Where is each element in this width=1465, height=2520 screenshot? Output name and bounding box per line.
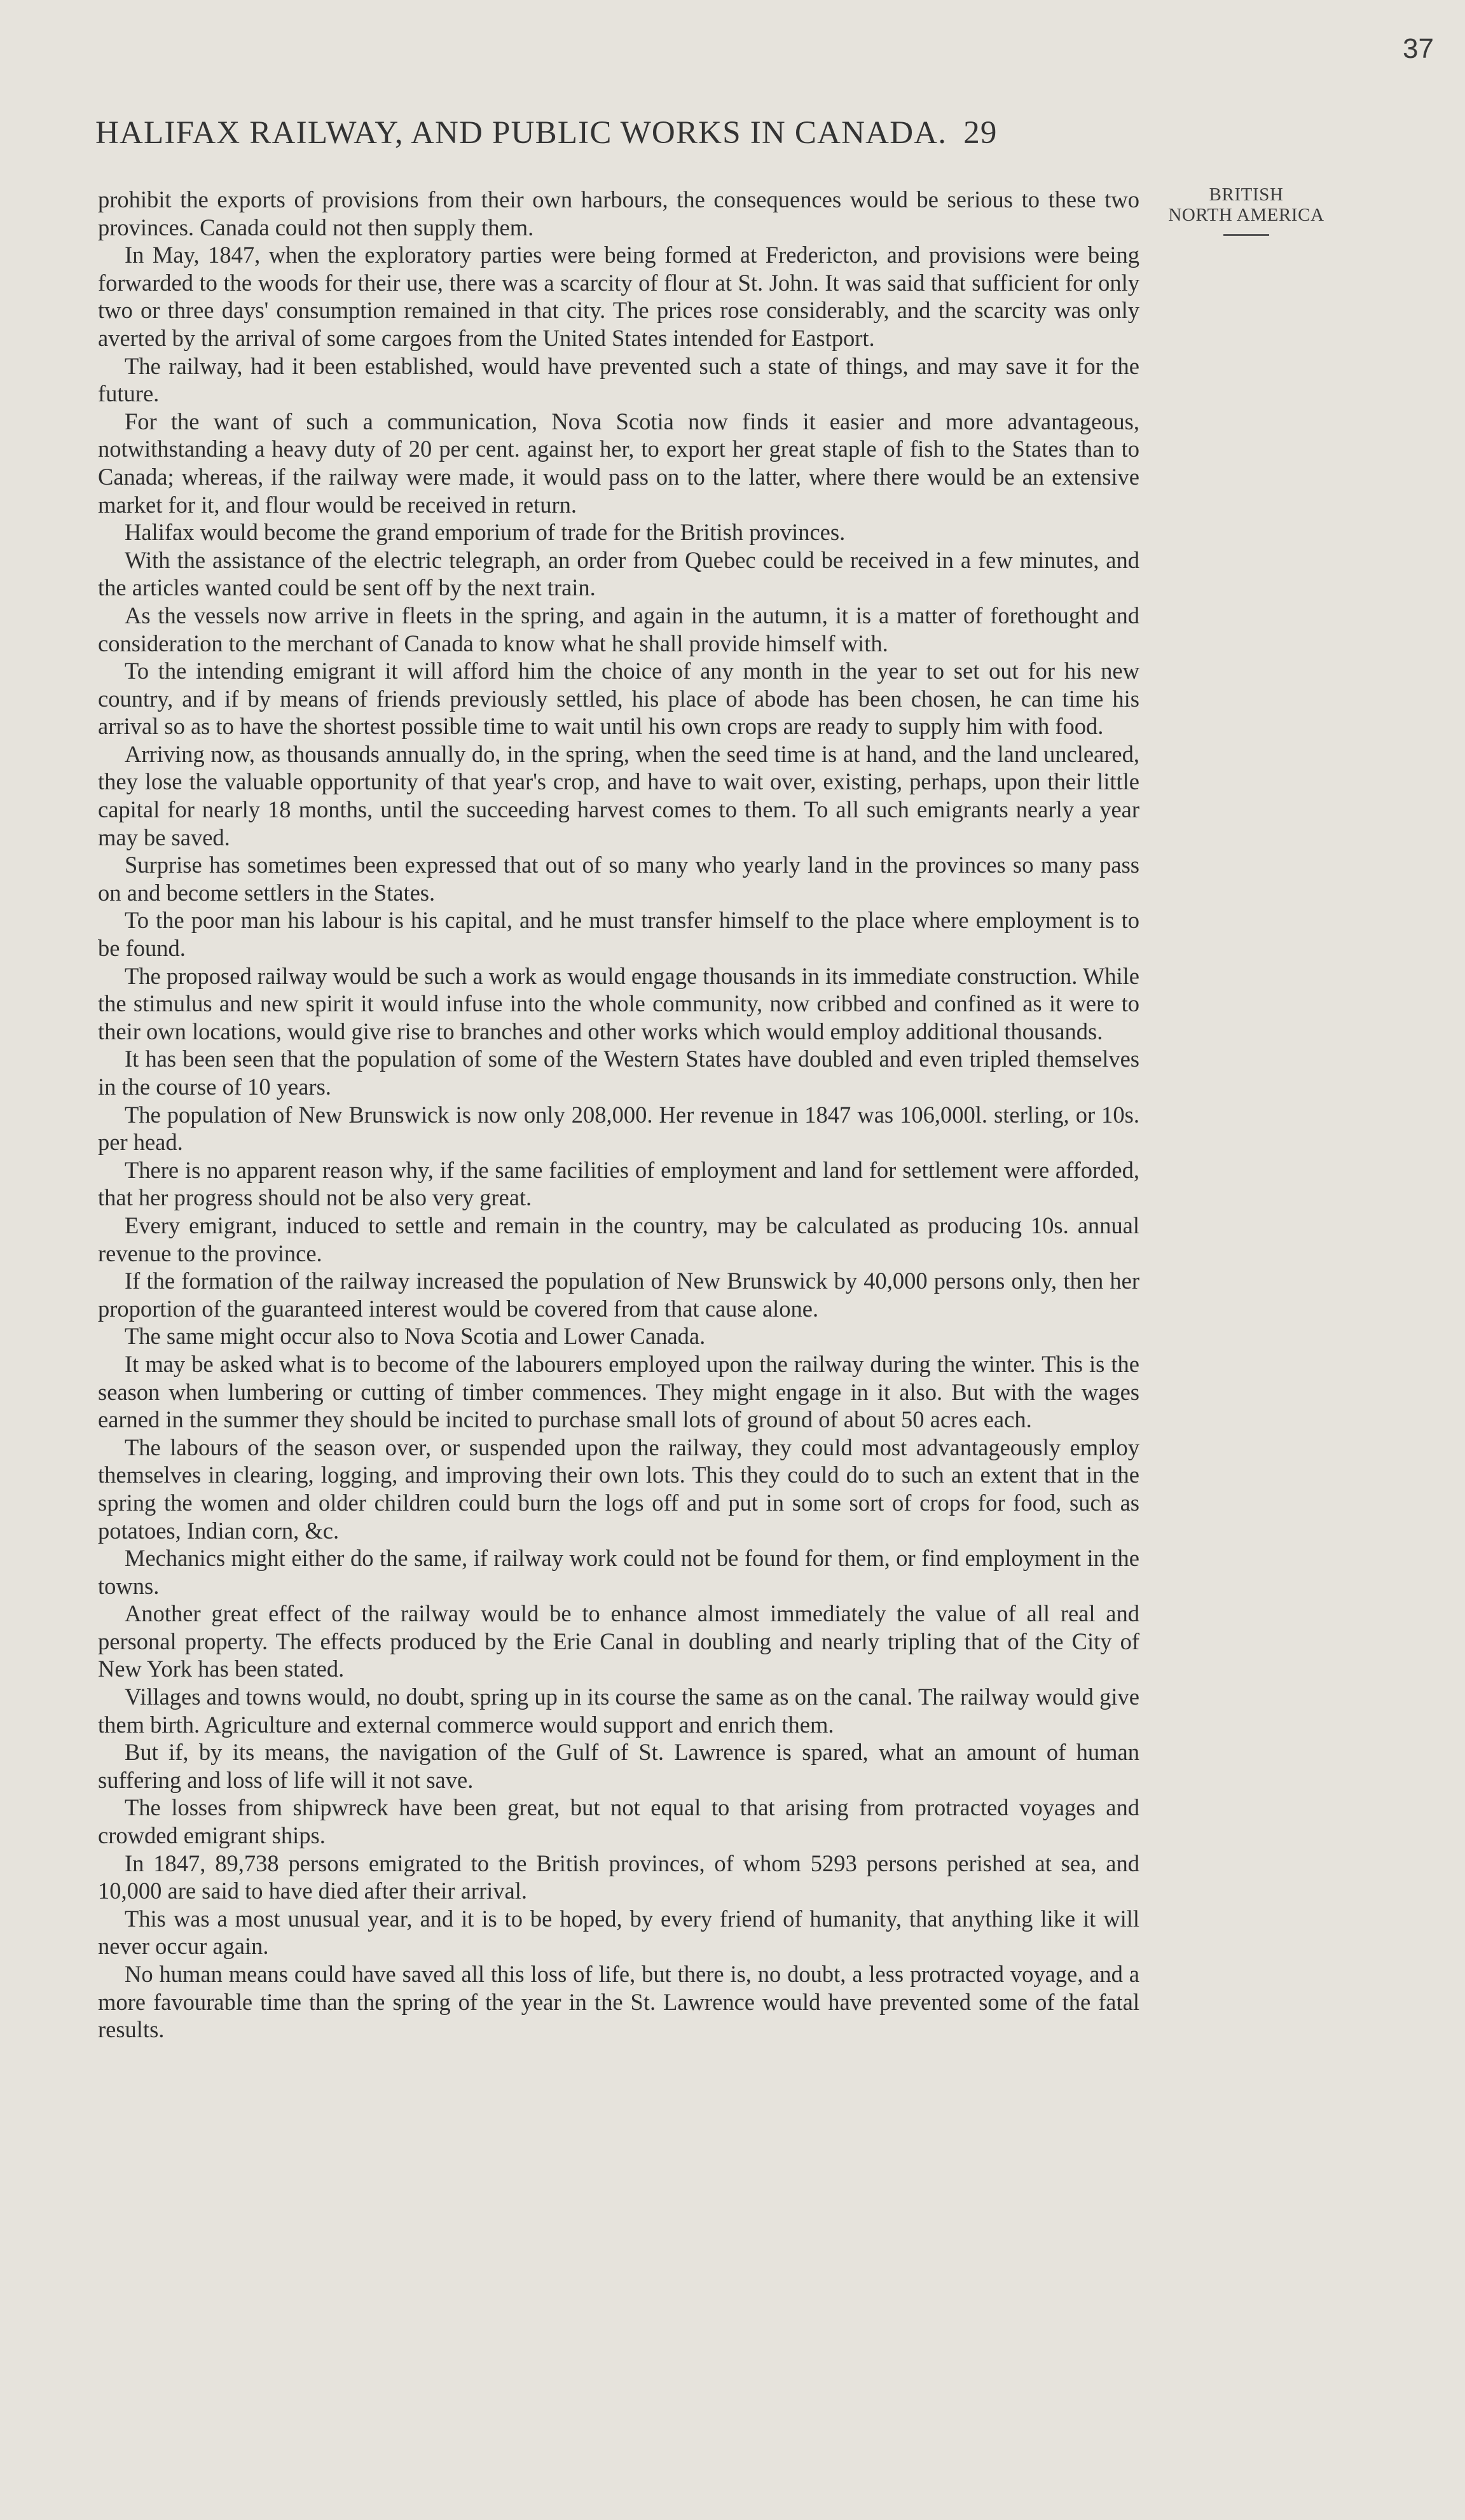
paragraph: This was a most unusual year, and it is to be hoped, by every friend of humanity, that anything like it will never occur again. xyxy=(98,1905,1139,1960)
paragraph: There is no apparent reason why, if the same facilities of employment and land for settlement were afforded, that her progress should not be also very great. xyxy=(98,1156,1139,1211)
margin-note-line-2: NORTH AMERICA xyxy=(1168,205,1324,225)
paragraph: Halifax would become the grand emporium of trade for the British provinces. xyxy=(125,519,846,546)
paragraph: prohibit the exports of provisions from their own harbours, the consequences would be serious to these two provinces. Canada could not then supply them. xyxy=(98,186,1139,240)
paragraph: The proposed railway would be such a work as would engage thousands in its immediate construction. While the stimulus and new spirit it would infuse into the whole community, now cribbed and confined as it were to their own locations, would give rise to branches and other works which would employ additional thousands. xyxy=(98,962,1139,1044)
paragraph: It may be asked what is to become of the labourers employed upon the railway during the winter. This is the season when lumbering or cutting of timber commences. They might engage in it also. But with the wages earned in the summer they should be incited to purchase small lots of ground of about 50 acres each. xyxy=(98,1350,1139,1433)
paragraph: To the poor man his labour is his capital, and he must transfer himself to the place where employment is to be found. xyxy=(98,907,1139,962)
paragraph: With the assistance of the electric telegraph, an order from Quebec could be received in a few minutes, and the articles wanted could be sent off by the next train. xyxy=(98,546,1139,601)
paragraph: But if, by its means, the navigation of the Gulf of St. Lawrence is spared, what an amount of human suffering and loss of life will it not save. xyxy=(98,1739,1139,1793)
folio-number: 37 xyxy=(1403,33,1434,64)
paragraph: If the formation of the railway increased the population of New Brunswick by 40,000 persons only, then her proportion of the guaranteed interest would be covered from that cause alone. xyxy=(98,1268,1139,1322)
paragraph: Surprise has sometimes been expressed that out of so many who yearly land in the provinces so many pass on and become settlers in the States. xyxy=(98,852,1139,906)
paragraph: The labours of the season over, or suspended upon the railway, they could most advantageously employ themselves in clearing, logging, and improving their own lots. This they could do to such an extent that in the spring the women and older children could burn the logs off and put in some sort of crops for food, such as potatoes, Indian corn, &c. xyxy=(98,1434,1139,1544)
paragraph: As the vessels now arrive in fleets in the spring, and again in the autumn, it is a matter of forethought and consideration to the merchant of Canada to know what he shall provide himself with. xyxy=(98,602,1139,656)
running-head xyxy=(95,114,1141,151)
paragraph: The losses from shipwreck have been great, but not equal to that arising from protracted voyages and crowded emigrant ships. xyxy=(98,1794,1139,1849)
margin-note-line-1: BRITISH xyxy=(1209,184,1284,205)
paragraph: Another great effect of the railway would be to enhance almost immediately the value of all real and personal property. The effects produced by the Erie Canal in doubling and nearly tripling that of the City of New York has been stated. xyxy=(98,1600,1139,1682)
running-head-page-number: 29 xyxy=(963,115,998,151)
margin-note xyxy=(1151,184,1342,236)
margin-note-rule xyxy=(1223,234,1269,236)
paragraph: Arriving now, as thousands annually do, in the spring, when the seed time is at hand, and the land uncleared, they lose the valuable opportunity of that year's crop, and have to wait over, existing, perhaps, upon their little capital for nearly 18 months, until the succeeding harvest comes to them. To all such emigrants nearly a year may be saved. xyxy=(98,740,1139,850)
paragraph: The railway, had it been established, would have prevented such a state of things, and may save it for the future. xyxy=(98,352,1139,407)
paragraph: Every emigrant, induced to settle and remain in the country, may be calculated as producing 10s. annual revenue to the province. xyxy=(98,1212,1139,1266)
paragraph: In May, 1847, when the exploratory parties were being formed at Fredericton, and provisions were being forwarded to the woods for their use, there was a scarcity of flour at St. John. It was said that sufficient for only two or three days' consumption remained in that city. The prices rose considerably, and the scarcity was only averted by the arrival of some cargoes from the United States intended for Eastport. xyxy=(98,242,1139,351)
paragraph: Mechanics might either do the same, if railway work could not be found for them, or find employment in the towns. xyxy=(98,1545,1139,1599)
paragraph: It has been seen that the population of some of the Western States have doubled and even tripled themselves in the course of 10 years. xyxy=(98,1046,1139,1100)
body-text xyxy=(98,186,1139,2044)
paragraph: For the want of such a communication, Nova Scotia now finds it easier and more advantageous, notwithstanding a heavy duty of 20 per cent. against her, to export her great staple of fish to the States than to Canada; whereas, if the railway were made, it would pass on to the latter, where there would be an extensive market for it, and flour would be received in return. xyxy=(98,408,1139,518)
paragraph: The population of New Brunswick is now only 208,000. Her revenue in 1847 was 106,000l. sterling, or 10s. per head. xyxy=(98,1101,1139,1156)
paragraph: In 1847, 89,738 persons emigrated to the British provinces, of whom 5293 persons perished at sea, and 10,000 are said to have died after their arrival. xyxy=(98,1850,1139,1904)
paragraph: No human means could have saved all this loss of life, but there is, no doubt, a less protracted voyage, and a more favourable time than the spring of the year in the St. Lawrence would have prevented some of the fatal results. xyxy=(98,1961,1139,2043)
paragraph: To the intending emigrant it will afford him the choice of any month in the year to set out for his new country, and if by means of friends previously settled, his place of abode has been chosen, he can time his arrival so as to have the shortest possible time to wait until his own crops are ready to supply him with food. xyxy=(98,658,1139,740)
paragraph: The same might occur also to Nova Scotia and Lower Canada. xyxy=(125,1323,706,1350)
running-head-title: HALIFAX RAILWAY, AND PUBLIC WORKS IN CANADA. xyxy=(95,115,947,151)
paragraph: Villages and towns would, no doubt, spring up in its course the same as on the canal. The railway would give them birth. Agriculture and external commerce would support and enrich them. xyxy=(98,1684,1139,1738)
